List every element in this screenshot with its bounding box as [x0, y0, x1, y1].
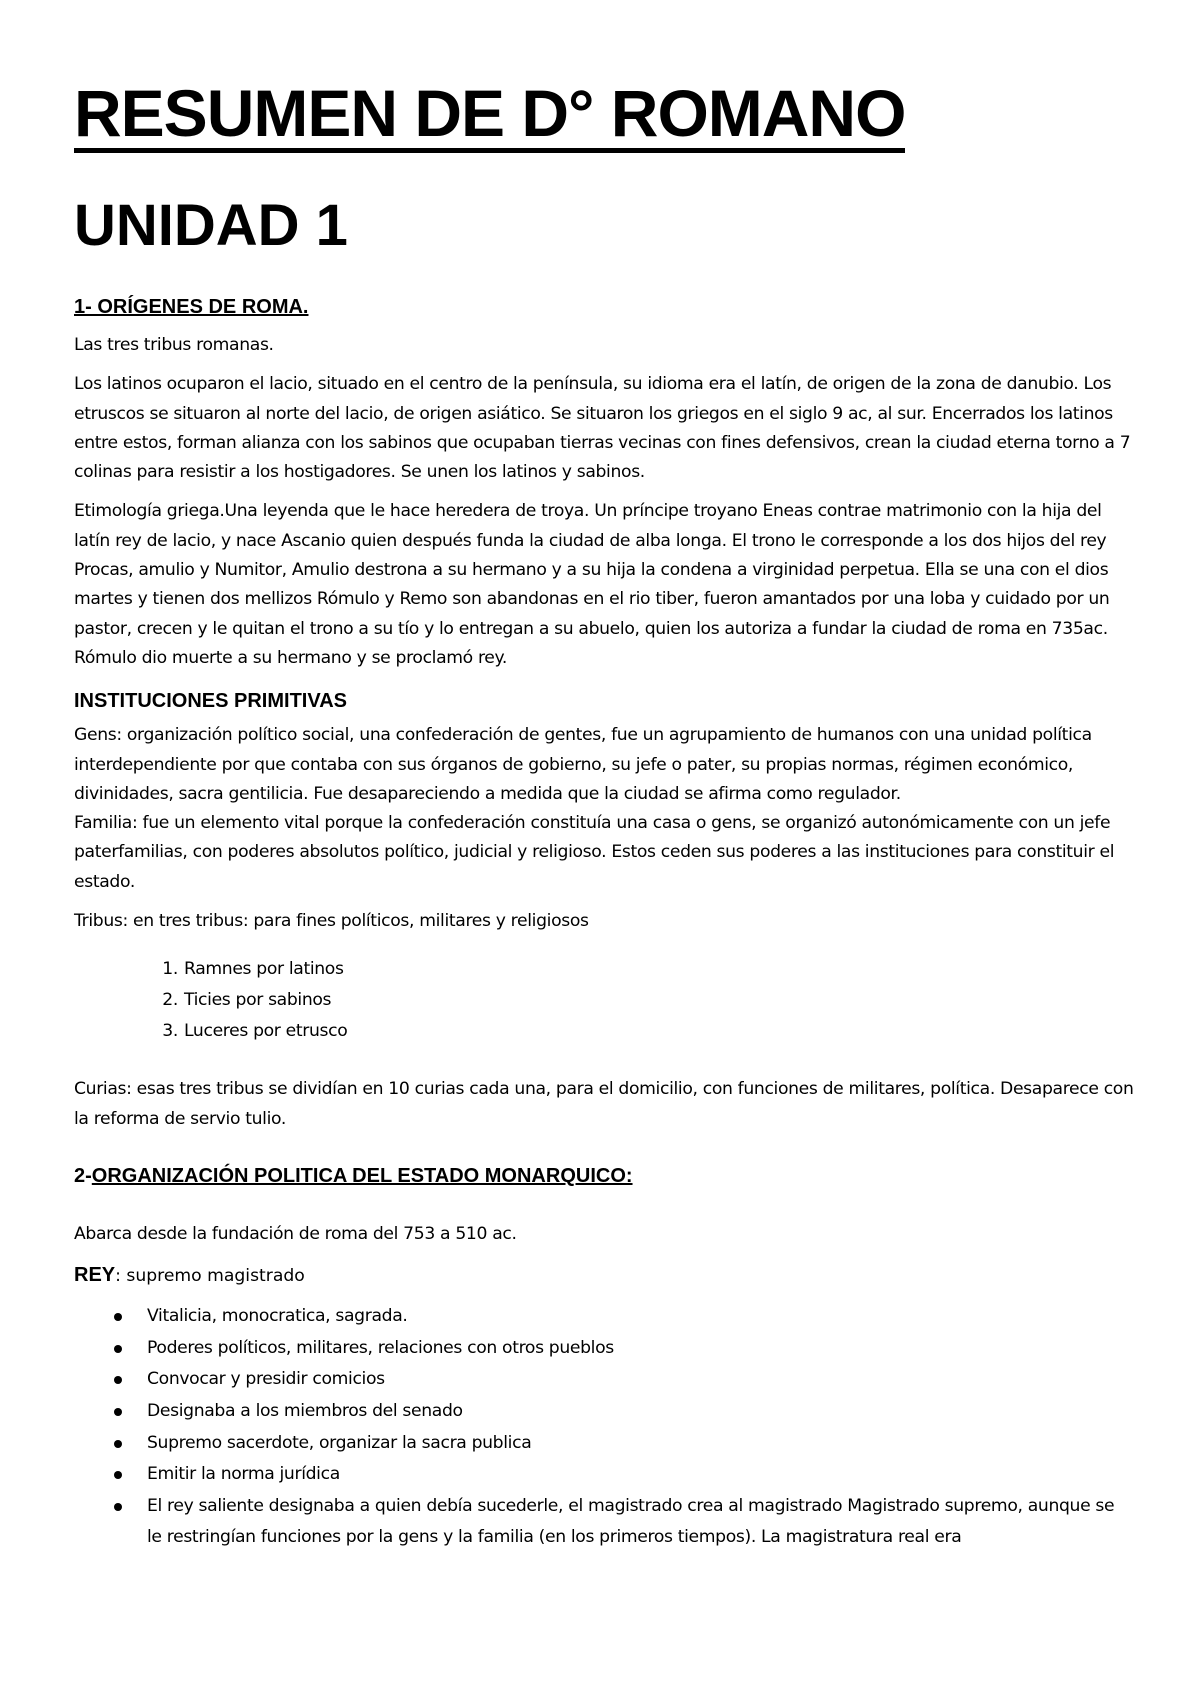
list-number: 3. [162, 1021, 178, 1042]
paragraph-tribus: Tribus: en tres tribus: para fines políticos, militares y religiosos [74, 911, 589, 932]
list-item [147, 1364, 1134, 1396]
list-item-text: Emitir la norma jurídica [147, 1464, 340, 1485]
paragraph-abarca: Abarca desde la fundación de roma del 753 a 510 ac. [74, 1223, 517, 1244]
unit-title: UNIDAD 1 [74, 193, 348, 258]
section-heading-origenes-text: 1- ORÍGENES DE ROMA. [74, 296, 309, 318]
list-item-text: Designaba a los miembros del senado [147, 1401, 463, 1422]
list-item [147, 1459, 1134, 1491]
list-item [162, 985, 1134, 1016]
bullet-icon [114, 1440, 122, 1448]
list-item [147, 1491, 1134, 1554]
rey-description: : supremo magistrado [115, 1266, 305, 1287]
bullet-icon [114, 1408, 122, 1416]
list-item [162, 1016, 1134, 1047]
paragraph-latinos: Los latinos ocuparon el lacio, situado en el centro de la península, su idioma era el latín, de origen de la zona de danubio. Los etruscos se situaron al norte del lacio, de origen asiático. Se situaron los griegos en el siglo 9 ac, al sur. Encerrados los latinos entre estos, forman alianza con los sabinos que ocupaban tierras vecinas con fines defensivos, crean la ciudad eterna torno a 7 colinas para resistir a los hostigadores. Se unen los latinos y sabinos. [74, 374, 1131, 483]
list-item-text: Luceres por etrusco [184, 1021, 348, 1042]
rey-line [74, 1261, 1134, 1291]
bullet-icon [114, 1503, 122, 1511]
bullet-icon [114, 1376, 122, 1384]
list-number: 1. [162, 959, 178, 980]
list-item [147, 1428, 1134, 1460]
rey-bullet-list [74, 1301, 1134, 1554]
rey-label: REY [74, 1264, 116, 1287]
list-item-text: Ramnes por latinos [184, 959, 344, 980]
list-item-text: Supremo sacerdote, organizar la sacra publica [147, 1432, 532, 1453]
paragraph-gens: Gens: organización político social, una confederación de gentes, fue un agrupamiento de humanos con una unidad política interdependiente por que contaba con sus órganos de gobierno, su jefe o pater, su propias normas, régimen económico, divinidades, sacra gentilicia. Fue desapareciendo a medida que la ciudad se afirma como regulador. [74, 725, 1092, 804]
paragraph-familia: Familia: fue un elemento vital porque la confederación constituía una casa o gens, se organizó autonómicamente con un jefe paterfamilias, con poderes absolutos político, judicial y religioso. Estos ceden sus poderes a las instituciones para constituir el estado. [74, 813, 1115, 892]
section-heading-instituciones: INSTITUCIONES PRIMITIVAS [74, 690, 347, 713]
paragraph-tribus-intro: Las tres tribus romanas. [74, 335, 274, 355]
bullet-icon [114, 1471, 122, 1479]
list-item-text: El rey saliente designaba a quien debía sucederle, el magistrado crea al magistrado Magistrado supremo, aunque se le restringían funciones por la gens y la familia (en los primeros tiempos). La magistratura real era [147, 1495, 1115, 1548]
section-heading-organizacion-text: ORGANIZACIÓN POLITICA DEL ESTADO MONARQUICO: [91, 1164, 633, 1187]
list-item-text: Poderes políticos, militares, relaciones con otros pueblos [147, 1337, 614, 1358]
list-number: 2. [162, 990, 178, 1011]
paragraph-etimologia: Etimología griega.Una leyenda que le hace heredera de troya. Un príncipe troyano Eneas contrae matrimonio con la hija del latín rey de lacio, y nace Ascanio quien después funda la ciudad de alba longa. El trono le corresponde a los dos hijos del rey Procas, amulio y Numitor, Amulio destrona a su hermano y a su hija la condena a virginidad perpetua. Ella se una con el dios martes y tienen dos mellizos Rómulo y Remo son abandonas en el rio tiber, fueron amantados por una loba y cuidado por un pastor, crecen y le quitan el trono a su tío y lo entregan a su abuelo, quien los autoriza a fundar la ciudad de roma en 735ac. Rómulo dio muerte a su hermano y se proclamó rey. [74, 501, 1110, 668]
section-heading-prefix: 2- [74, 1164, 92, 1187]
list-item [147, 1333, 1134, 1365]
list-item-text: Vitalicia, monocratica, sagrada. [147, 1306, 408, 1327]
paragraph-curias: Curias: esas tres tribus se dividían en 10 curias cada una, para el domicilio, con funciones de militares, política. Desaparece con la reforma de servio tulio. [74, 1079, 1134, 1129]
bullet-icon [114, 1345, 122, 1353]
list-item-text: Ticies por sabinos [184, 990, 332, 1011]
list-item-text: Convocar y presidir comicios [147, 1369, 385, 1390]
tribus-list [74, 954, 1134, 1047]
document-title: RESUMEN DE D° ROMANO [74, 80, 905, 153]
list-item [147, 1301, 1134, 1333]
document-page [74, 76, 1134, 1554]
list-item [162, 954, 1134, 985]
list-item [147, 1396, 1134, 1428]
bullet-icon [114, 1313, 122, 1321]
section-heading-origenes [74, 295, 1134, 319]
section-heading-organizacion [74, 1164, 1134, 1188]
